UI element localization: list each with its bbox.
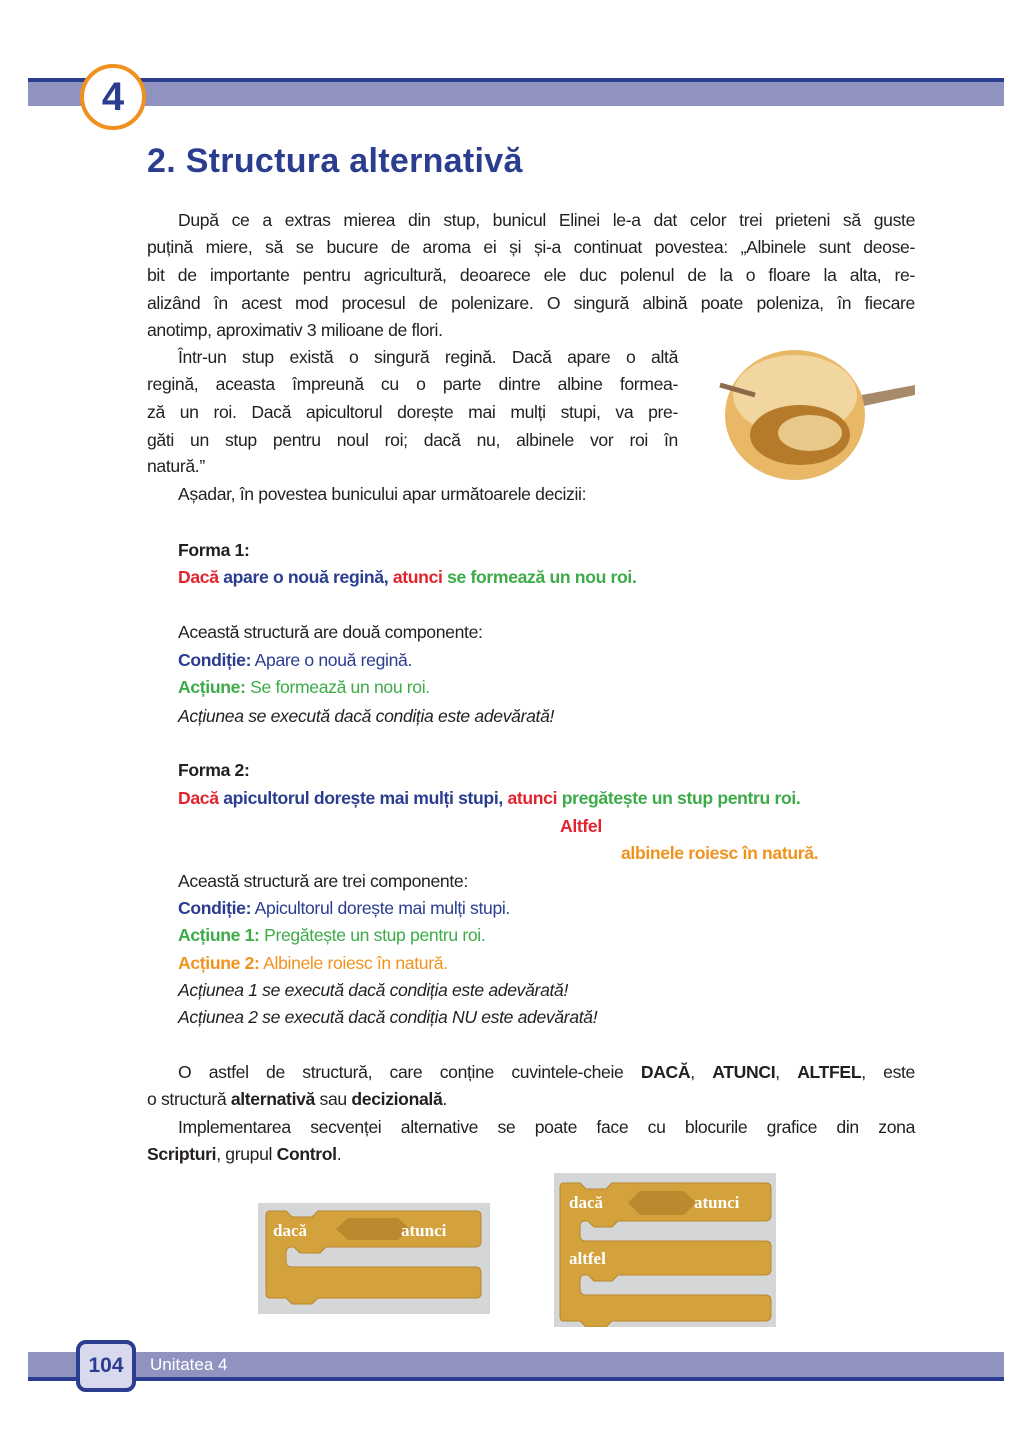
text: .: [336, 1144, 342, 1164]
condition-line: [178, 897, 510, 919]
condition-value: Apare o nouă regină.: [251, 650, 412, 670]
action1-label: Acțiune 1:: [178, 925, 260, 945]
else-action-text: albinele roiesc în natură.: [621, 843, 819, 863]
paragraph-line: [147, 1143, 341, 1165]
paragraph-line: anotimp, aproximativ 3 milioane de flori.: [147, 320, 443, 340]
paragraph-line: puțină miere, să se bucure de aroma ei și și-a continuat povestea: „Albinele sunt deose-: [147, 237, 915, 257]
chapter-badge: 4: [80, 64, 146, 130]
action-text: se formează un nou roi.: [442, 567, 637, 587]
note-text: Acțiunea 1 se execută dacă condiția este adevărată!: [178, 980, 569, 1000]
block-then-label: atunci: [694, 1193, 740, 1212]
action-line: [178, 676, 430, 698]
paragraph-line: [178, 1061, 915, 1083]
keyword: Control: [276, 1144, 337, 1164]
action-text: pregătește un stup pentru roi.: [557, 788, 801, 808]
text: ,: [775, 1062, 798, 1082]
block-if-label: dacă: [569, 1193, 603, 1212]
form2-statement: [178, 787, 800, 809]
keyword: ATUNCI: [712, 1062, 776, 1082]
paragraph-line: găti un stup pentru noul roi; dacă nu, albinele vor roi în: [147, 430, 678, 450]
text: sau: [314, 1089, 352, 1109]
condition-text: apicultorul dorește mai mulți stupi,: [218, 788, 503, 808]
components-text: Această structură are două componente:: [178, 622, 483, 642]
header-band: [28, 82, 1004, 106]
action1-line: [178, 924, 485, 946]
text: ,: [690, 1062, 713, 1082]
paragraph-line: ză un roi. Dacă apicultorul dorește mai mulți stupi, va pre-: [147, 402, 678, 422]
block-else-label: altfel: [569, 1249, 606, 1268]
text: , grupul: [216, 1144, 277, 1164]
components-text: Această structură are trei componente:: [178, 871, 468, 891]
paragraph-line: Implementarea secvenței alternative se poate face cu blocurile grafice din zona: [178, 1117, 915, 1137]
form2-heading: Forma 2:: [178, 760, 250, 780]
action-value: Se formează un nou roi.: [245, 677, 430, 697]
condition-label: Condiție:: [178, 650, 252, 670]
keyword: DACĂ: [640, 1062, 691, 1082]
condition-line: [178, 649, 412, 671]
paragraph-line: regină, aceasta împreună cu o parte dintre albine formea-: [147, 374, 678, 394]
paragraph-line: bit de importante pentru agricultură, deoarece ele duc polenul de la o floare la alta, re-: [147, 265, 915, 285]
keyword: ALTFEL: [797, 1062, 862, 1082]
if-then-else-block-image: [554, 1173, 776, 1327]
text: o structură: [147, 1089, 231, 1109]
keyword: decizională: [351, 1089, 443, 1109]
keyword-else: Altfel: [560, 816, 602, 836]
page-title: 2. Structura alternativă: [147, 142, 523, 180]
action2-value: Albinele roiesc în natură.: [259, 953, 448, 973]
action1-value: Pregătește un stup pentru roi.: [259, 925, 486, 945]
form1-statement: [178, 566, 637, 588]
action2-line: [178, 952, 448, 974]
page-number: 104: [76, 1340, 136, 1392]
paragraph-line: alizând în acest mod procesul de polenizare. O singură albină poate poleniza, în fiecare: [147, 293, 915, 313]
honeycomb-image: [715, 345, 915, 485]
block-if-label: dacă: [273, 1221, 307, 1240]
note-text: Acțiunea se execută dacă condiția este adevărată!: [178, 706, 555, 726]
action-label: Acțiune:: [178, 677, 246, 697]
keyword-if: Dacă: [178, 567, 219, 587]
text: .: [442, 1089, 447, 1109]
keyword: alternativă: [230, 1089, 315, 1109]
paragraph-line: Așadar, în povestea bunicului apar următoarele decizii:: [178, 484, 587, 504]
condition-text: apare o nouă regină,: [218, 567, 389, 587]
form1-heading: Forma 1:: [178, 540, 250, 560]
footer-line: [28, 1377, 1004, 1381]
keyword-if: Dacă: [178, 788, 219, 808]
block-then-label: atunci: [401, 1221, 447, 1240]
keyword: Scripturi: [147, 1144, 217, 1164]
keyword-then: atunci: [502, 788, 558, 808]
paragraph-line: [147, 1088, 447, 1110]
note-text: Acțiunea 2 se execută dacă condiția NU este adevărată!: [178, 1007, 598, 1027]
paragraph-line: natură.”: [147, 456, 205, 476]
keyword-then: atunci: [388, 567, 443, 587]
text: , este: [861, 1062, 915, 1082]
unit-label: Unitatea 4: [150, 1355, 228, 1374]
text: O astfel de structură, care conține cuvintele-cheie: [178, 1062, 641, 1082]
condition-label: Condiție:: [178, 898, 252, 918]
condition-value: Apicultorul dorește mai mulți stupi.: [251, 898, 510, 918]
action2-label: Acțiune 2:: [178, 953, 260, 973]
paragraph-line: După ce a extras mierea din stup, bunicul Elinei le-a dat celor trei prieteni să guste: [178, 210, 915, 230]
paragraph-line: Într-un stup există o singură regină. Dacă apare o altă: [178, 347, 678, 367]
if-then-block-image: [258, 1203, 490, 1314]
